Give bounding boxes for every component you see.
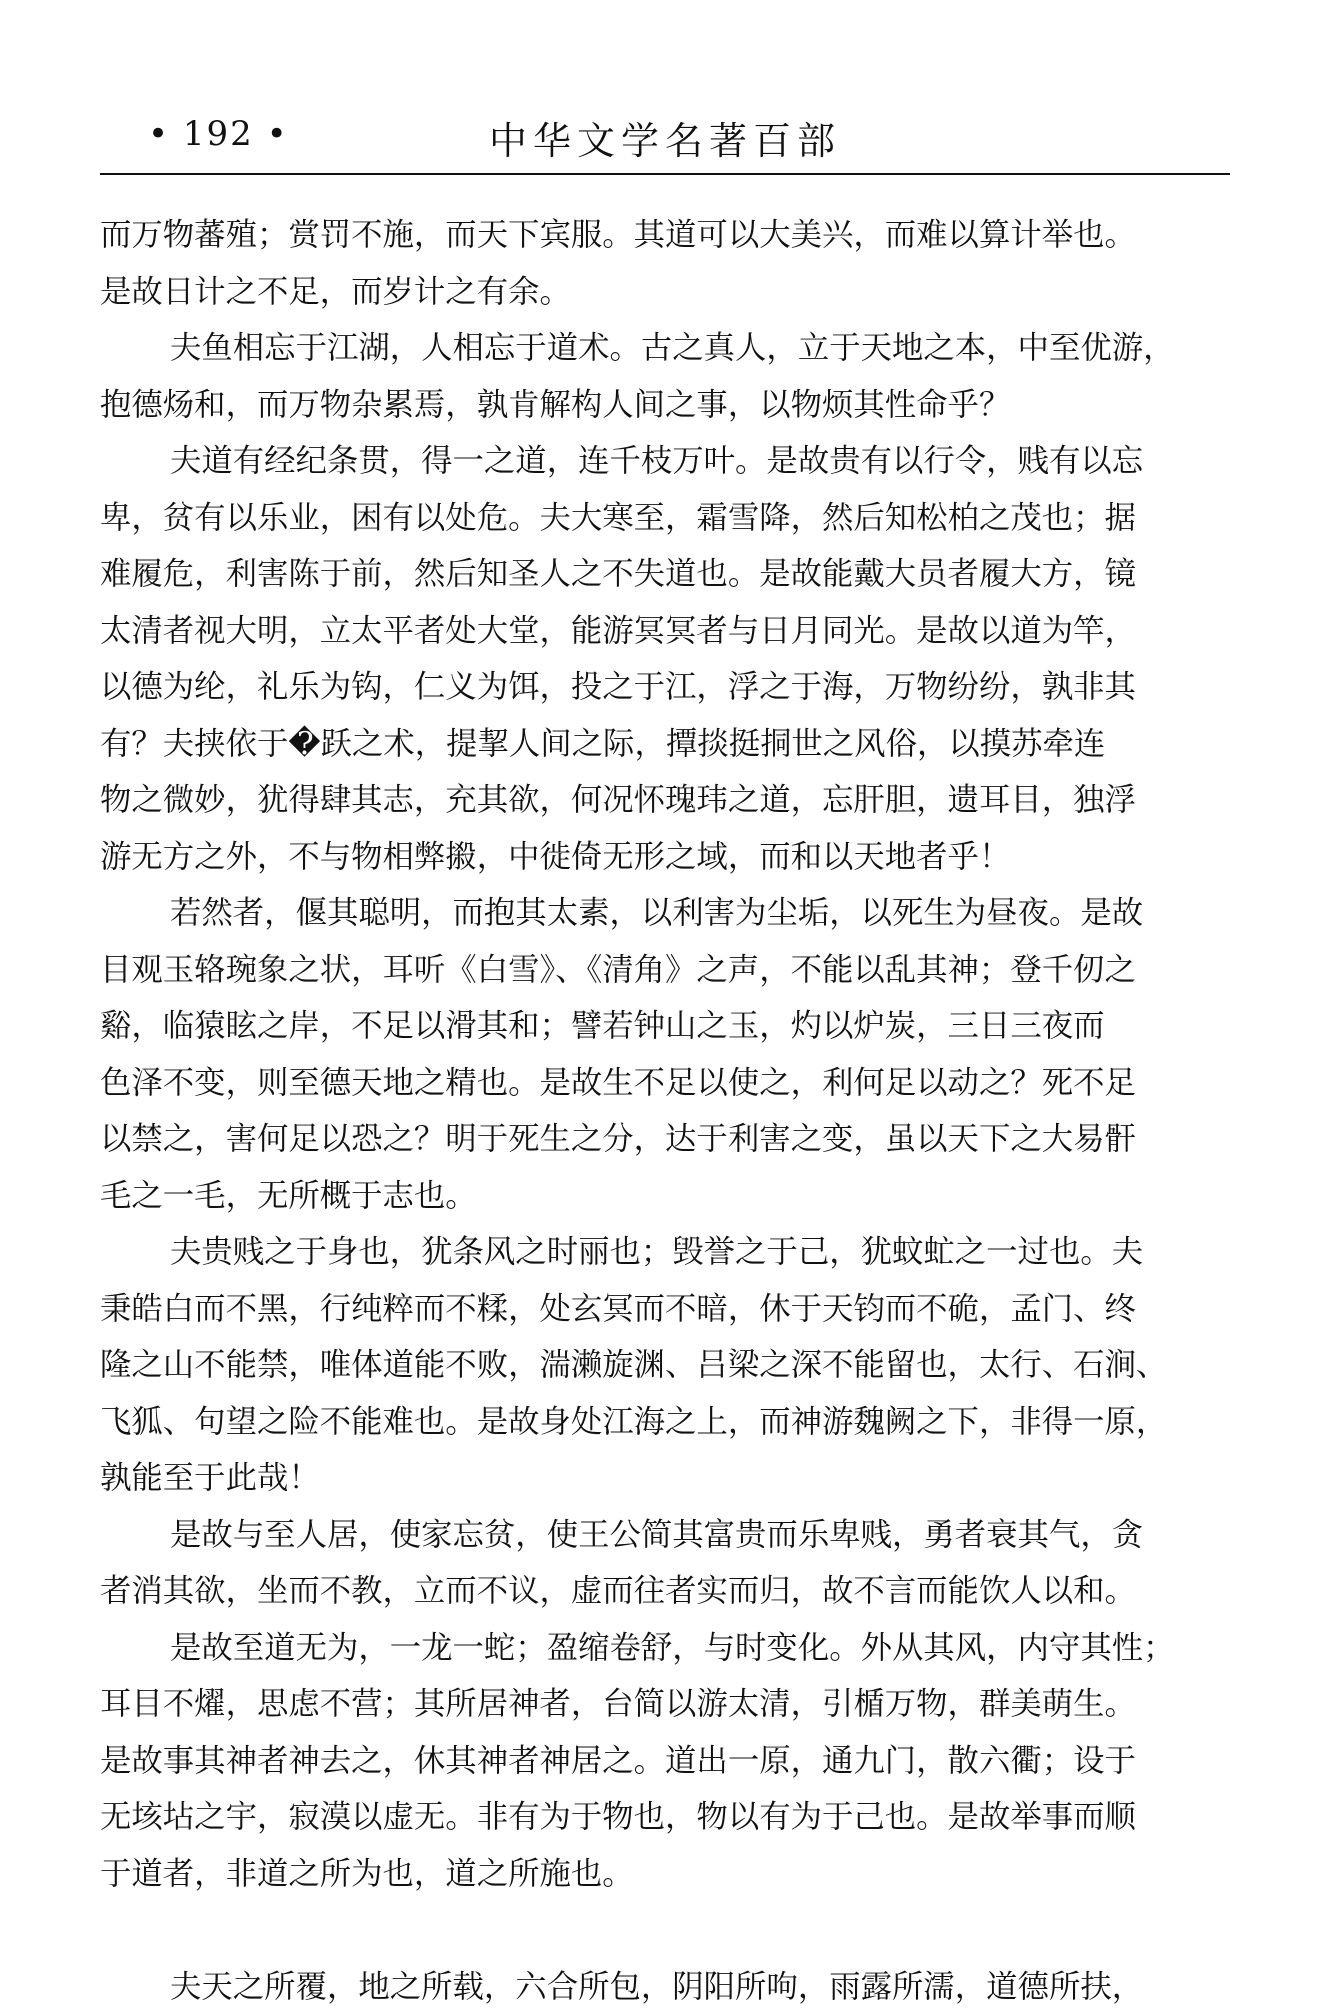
paragraph-start-line: 夫天之所覆，地之所载，六合所包，阴阳所呴，雨露所濡，道德所扶，	[100, 1959, 1230, 2015]
body-text	[100, 207, 1230, 2015]
book-title: 中华文学名著百部	[100, 110, 1230, 165]
text-line: 无垓坫之宇，寂漠以虚无。非有为于物也，物以有为于己也。是故举事而顺	[100, 1789, 1230, 1846]
text-line: 耳目不燿，思虑不营；其所居神者，台简以游太清，引楯万物，群美萌生。	[100, 1676, 1230, 1733]
text-line: 抱德炀和，而万物杂累焉，孰肯解构人间之事，以物烦其性命乎？	[100, 377, 1230, 434]
text-line: 色泽不变，则至德天地之精也。是故生不足以使之，利何足以动之？死不足	[100, 1055, 1230, 1112]
paragraph-start-line: 夫贵贱之于身也，犹条风之时丽也；毁誉之于己，犹蚊虻之一过也。夫	[100, 1224, 1230, 1281]
running-header	[100, 110, 1230, 170]
paragraph-start-line: 夫道有经纪条贯，得一之道，连千枝万叶。是故贵有以行令，贱有以忘	[100, 433, 1230, 490]
text-line: 而万物蕃殖；赏罚不施，而天下宾服。其道可以大美兴，而难以算计举也。	[100, 207, 1230, 264]
text-line: 以德为纶，礼乐为钩，仁义为饵，投之于江，浮之于海，万物纷纷，孰非其	[100, 659, 1230, 716]
header-rule	[100, 173, 1230, 175]
text-line: 以禁之，害何足以恐之？明于死生之分，达于利害之变，虽以天下之大易骭	[100, 1111, 1230, 1168]
text-line: 者消其欲，坐而不教，立而不议，虚而往者实而归，故不言而能饮人以和。	[100, 1563, 1230, 1620]
text-line: 物之微妙，犹得肆其志，充其欲，何况怀瑰玮之道，忘肝胆，遗耳目，独浮	[100, 772, 1230, 829]
text-line: 有？夫挟依于�跃之术，提挈人间之际，撢掞挺挏世之风俗，以摸苏牵连	[100, 716, 1230, 773]
text-line: 隆之山不能禁，唯体道能不败，湍濑旋渊、吕梁之深不能留也，太行、石涧、	[100, 1337, 1230, 1394]
text-line: 是故事其神者神去之，休其神者神居之。道出一原，通九门，散六衢；设于	[100, 1733, 1230, 1790]
text-line: 飞狐、句望之险不能难也。是故身处江海之上，而神游魏阙之下，非得一原，	[100, 1394, 1230, 1451]
text-line: 毛之一毛，无所概于志也。	[100, 1168, 1230, 1225]
page-number: • 192 •	[148, 114, 289, 154]
paragraph-start-line: 是故至道无为，一龙一蛇；盈缩卷舒，与时变化。外从其风，内守其性；	[100, 1620, 1230, 1677]
text-line: 是故日计之不足，而岁计之有余。	[100, 264, 1230, 321]
text-line: 难履危，利害陈于前，然后知圣人之不失道也。是故能戴大员者履大方，镜	[100, 546, 1230, 603]
section-gap	[100, 1902, 1230, 1959]
text-line: 谿，临猿眩之岸，不足以滑其和；譬若钟山之玉，灼以炉炭，三日三夜而	[100, 998, 1230, 1055]
text-line: 目观玉辂琬象之状，耳听《白雪》、《清角》之声，不能以乱其神；登千仞之	[100, 942, 1230, 999]
text-line: 于道者，非道之所为也，道之所施也。	[100, 1846, 1230, 1903]
paragraph-start-line: 是故与至人居，使家忘贫，使王公简其富贵而乐卑贱，勇者衰其气，贪	[100, 1507, 1230, 1564]
text-line: 太清者视大明，立太平者处大堂，能游冥冥者与日月同光。是故以道为竿，	[100, 603, 1230, 660]
text-line: 孰能至于此哉！	[100, 1450, 1230, 1507]
paragraph-start-line: 夫鱼相忘于江湖，人相忘于道术。古之真人，立于天地之本，中至优游，	[100, 320, 1230, 377]
text-line: 秉皓白而不黑，行纯粹而不糅，处玄冥而不暗，休于天钧而不硊，孟门、终	[100, 1281, 1230, 1338]
paragraph-start-line: 若然者，偃其聪明，而抱其太素，以利害为尘垢，以死生为昼夜。是故	[100, 885, 1230, 942]
text-line: 卑，贫有以乐业，困有以处危。夫大寒至，霜雪降，然后知松柏之茂也；据	[100, 490, 1230, 547]
text-line: 游无方之外，不与物相弊摋，中徙倚无形之域，而和以天地者乎！	[100, 829, 1230, 886]
